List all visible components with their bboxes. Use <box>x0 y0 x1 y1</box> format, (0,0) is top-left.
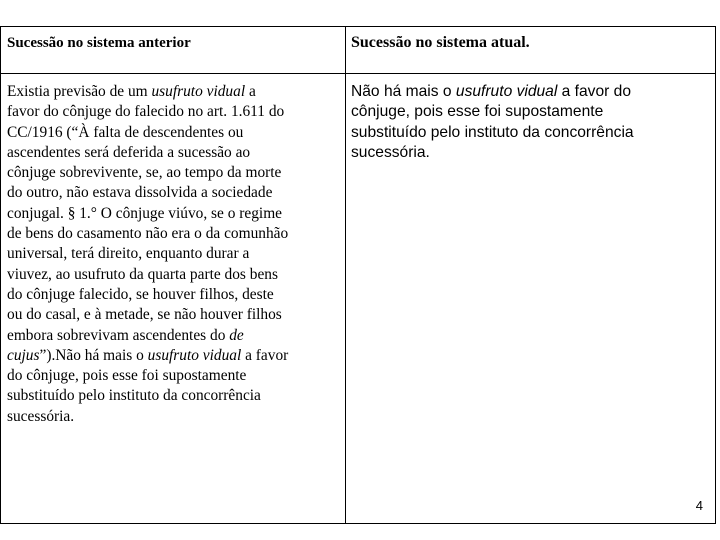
previous-system-text: ”).Não há mais o <box>39 346 148 364</box>
previous-system-line <box>7 224 341 244</box>
previous-system-text: conjugal. § 1.° O cônjuge viúvo, se o regime <box>7 204 283 222</box>
previous-system-line <box>7 386 341 406</box>
previous-system-text: ou do casal, e à metade, se não houver filhos <box>7 306 282 324</box>
previous-system-line <box>7 366 341 386</box>
previous-system-text: sucessória. <box>7 407 75 425</box>
current-system-text: a favor do <box>557 83 631 100</box>
current-system-italic-term: usufruto vidual <box>455 83 558 100</box>
current-system-text <box>351 82 713 163</box>
previous-system-text: substituído pelo instituto da concorrência <box>7 387 261 405</box>
previous-system-text: do cônjuge falecido, se houver filhos, deste <box>7 285 274 303</box>
previous-system-line <box>7 183 341 203</box>
previous-system-text: embora sobrevivam ascendentes do <box>7 326 230 344</box>
previous-system-line <box>7 204 341 224</box>
previous-system-line <box>7 82 341 102</box>
current-system-line <box>351 143 713 163</box>
current-system-line <box>351 82 713 102</box>
previous-system-line <box>7 285 341 305</box>
previous-system-line <box>7 265 341 285</box>
current-system-text: sucessória. <box>351 143 430 161</box>
previous-system-text: universal, terá direito, enquanto durar a <box>7 245 250 263</box>
current-system-text: substituído pelo instituto da concorrência <box>351 123 634 141</box>
previous-system-text: favor do cônjuge do falecido no art. 1.611 do <box>7 103 285 121</box>
previous-system-text: a favor <box>241 346 289 364</box>
current-system-line <box>351 123 713 143</box>
previous-system-text: de bens do casamento não era o da comunhão <box>7 225 289 243</box>
previous-system-line <box>7 102 341 122</box>
previous-system-line <box>7 163 341 183</box>
previous-system-text: do cônjuge, pois esse foi supostamente <box>7 367 247 385</box>
previous-system-text: CC/1916 (“À falta de descendentes ou <box>7 123 244 141</box>
previous-system-line <box>7 407 341 427</box>
previous-system-line <box>7 346 341 366</box>
current-system-text: Não há mais o <box>351 83 456 100</box>
previous-system-text <box>7 82 341 427</box>
current-system-text: cônjuge, pois esse foi supostamente <box>351 103 604 121</box>
previous-system-italic-term: de <box>229 326 244 344</box>
previous-system-italic-term: cujus <box>7 346 40 364</box>
previous-system-italic-term: usufruto vidual <box>147 346 242 364</box>
previous-system-line <box>7 244 341 264</box>
previous-system-italic-term: usufruto vidual <box>151 83 246 100</box>
previous-system-line <box>7 326 341 346</box>
previous-system-text: a <box>245 83 256 100</box>
column-divider <box>345 27 346 523</box>
previous-system-text: do outro, não estava dissolvida a sociedade <box>7 184 273 202</box>
header-previous-system: Sucessão no sistema anterior <box>7 35 191 51</box>
header-current-system: Sucessão no sistema atual. <box>351 34 530 51</box>
current-system-line <box>351 102 713 122</box>
previous-system-line <box>7 123 341 143</box>
page-number: 4 <box>695 498 703 513</box>
previous-system-text: viuvez, ao usufruto da quarta parte dos bens <box>7 265 278 283</box>
previous-system-line <box>7 305 341 325</box>
previous-system-text: Existia previsão de um <box>7 83 152 100</box>
header-divider <box>1 73 715 74</box>
comparison-table <box>0 26 716 524</box>
previous-system-line <box>7 143 341 163</box>
previous-system-text: cônjuge sobrevivente, se, ao tempo da morte <box>7 164 282 182</box>
previous-system-text: ascendentes será deferida a sucessão ao <box>7 143 251 161</box>
